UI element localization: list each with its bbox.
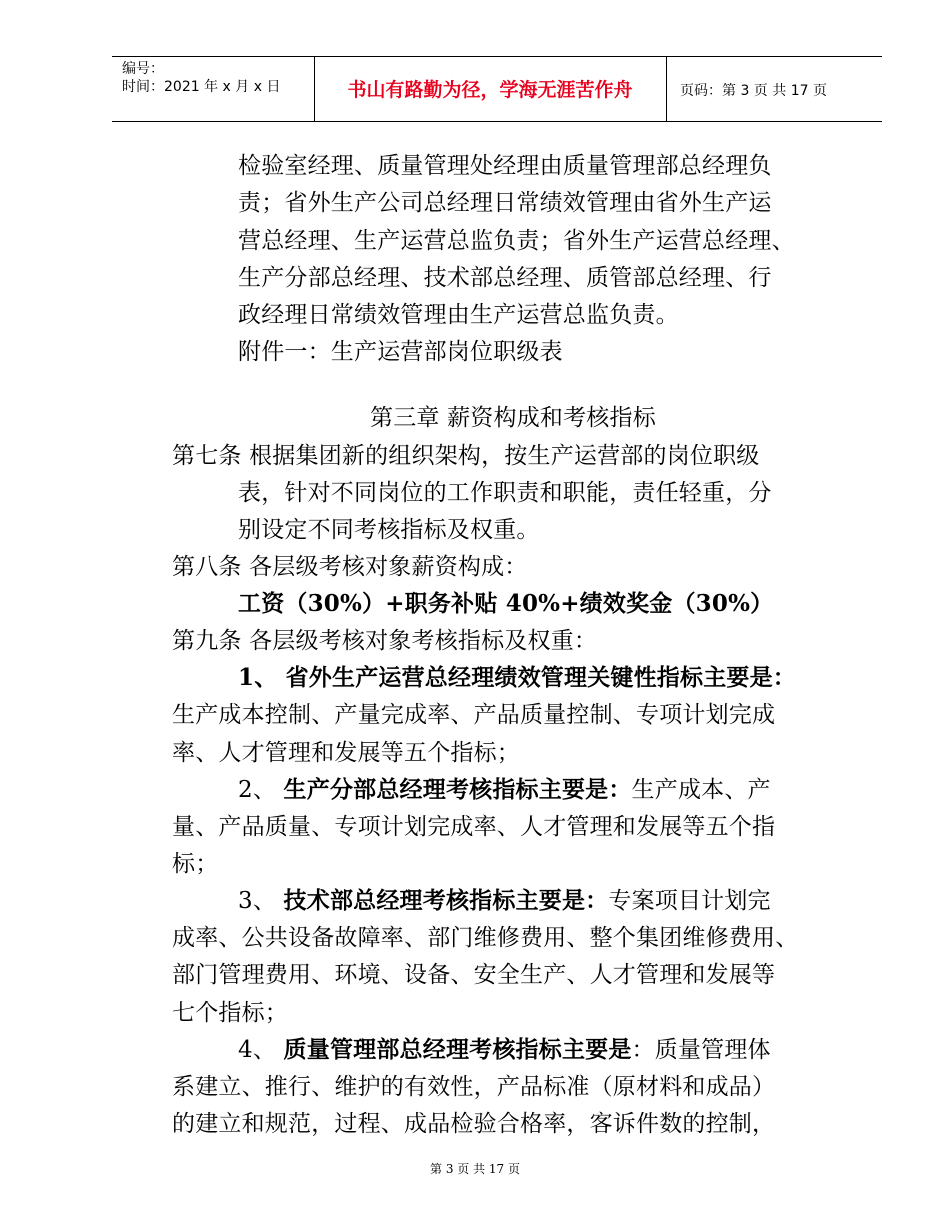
salary-formula: 工资（30%）+职务补贴 40%+绩效奖金（30%） (238, 590, 774, 617)
article-9: 第九条 各层级考核对象考核指标及权重： (172, 628, 598, 654)
document-time-label: 时间：2021 年 x 月 x 日 (122, 79, 281, 95)
item-4-number: 4、 (238, 1037, 284, 1063)
item-1-heading: 1、 省外生产运营总经理绩效管理关键性指标主要是： (238, 664, 797, 691)
item-2-number: 2、 (238, 777, 284, 803)
header-page-label: 页码：第 3 页 共 17 页 (680, 83, 827, 99)
article-7-line: 表，针对不同岗位的工作职责和职能，责任轻重，分 (238, 480, 772, 506)
paragraph-line: 营总经理、生产运营总监负责；省外生产运营总经理、 (238, 228, 795, 254)
attachment-note: 附件一：生产运营部岗位职级表 (238, 339, 563, 365)
footer-page-number: 第 3 页 共 17 页 (430, 1162, 520, 1176)
paragraph-line: 责；省外生产公司总经理日常绩效管理由省外生产运 (238, 190, 772, 216)
item-1-line: 生产成本控制、产量完成率、产品质量控制、专项计划完成 (172, 702, 776, 728)
item-1-line: 率、人才管理和发展等五个指标； (172, 740, 520, 766)
item-3-heading (238, 886, 771, 916)
paragraph-line: 生产分部总经理、技术部总经理、质管部总经理、行 (238, 265, 772, 291)
item-3-title: 技术部总经理考核指标主要是： (283, 887, 609, 914)
item-3-line: 七个指标； (172, 1000, 288, 1026)
item-3-number: 3、 (238, 888, 284, 914)
item-2-heading (238, 775, 771, 805)
article-8: 第八条 各层级考核对象薪资构成： (172, 554, 528, 580)
item-2-line: 标； (172, 851, 219, 877)
item-2-line: 量、产品质量、专项计划完成率、人才管理和发展等五个指 (172, 814, 776, 840)
paragraph-line: 检验室经理、质量管理处经理由质量管理部总经理负 (238, 153, 772, 179)
item-3-line: 部门管理费用、环境、设备、安全生产、人才管理和发展等 (172, 962, 776, 988)
header-slogan: 书山有路勤为径，学海无涯苦作舟 (347, 79, 633, 101)
item-4-line: 的建立和规范，过程、成品检验合格率，客诉件数的控制， (172, 1111, 776, 1137)
item-4-heading (238, 1035, 771, 1065)
item-2-title: 生产分部总经理考核指标主要是： (283, 776, 632, 803)
item-4-line: 系建立、推行、维护的有效性，产品标准（原材料和成品） (172, 1074, 776, 1100)
paragraph-line: 政经理日常绩效管理由生产运营总监负责。 (238, 302, 679, 328)
header-bottom-rule (112, 121, 882, 122)
header-divider-right (666, 56, 667, 121)
header-meta (122, 60, 280, 96)
chapter-heading: 第三章 薪资构成和考核指标 (370, 405, 656, 431)
item-4-text: ：质量管理体 (631, 1037, 771, 1063)
item-4-title: 质量管理部总经理考核指标主要是 (283, 1036, 632, 1063)
article-7-line: 别设定不同考核指标及权重。 (238, 517, 540, 543)
document-number-label: 编号： (122, 61, 164, 77)
item-2-text: 生产成本、产 (631, 777, 771, 803)
item-3-line: 成率、公共设备故障率、部门维修费用、整个集团维修费用、 (172, 925, 799, 951)
article-7-line: 第七条 根据集团新的组织架构，按生产运营部的岗位职级 (172, 443, 760, 469)
item-3-text: 专案项目计划完 (608, 888, 771, 914)
